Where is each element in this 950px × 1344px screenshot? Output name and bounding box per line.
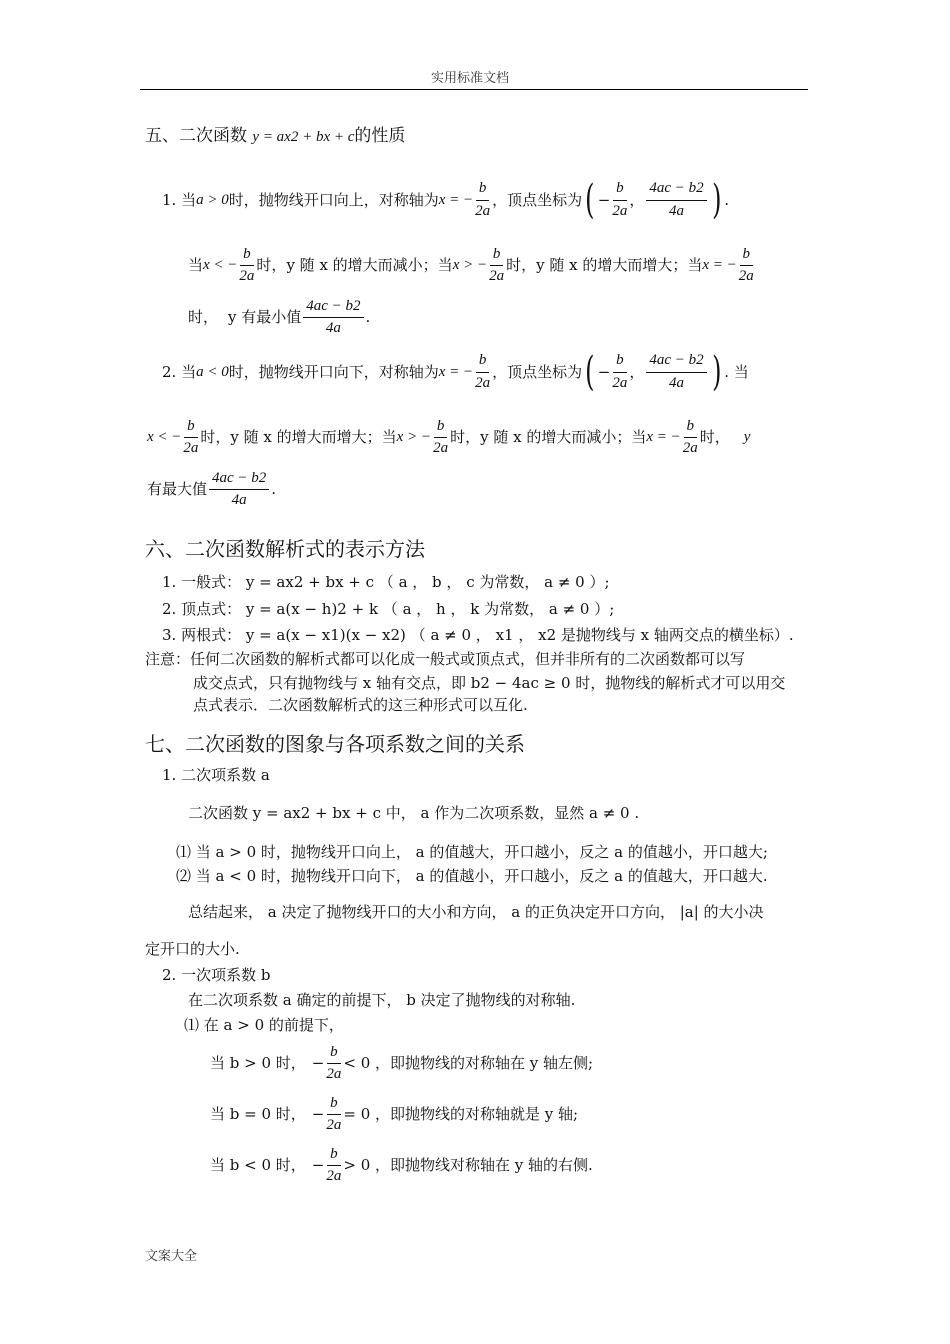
s7-p6: 在二次项系数 a 确定的前提下， b 决定了抛物线的对称轴. (188, 991, 576, 1009)
s7-p5: 定开口的大小. (145, 940, 240, 958)
s6-note-line3: 点式表示．二次函数解析式的这三种形式可以互化. (193, 696, 528, 714)
s6-item1: 1. 一般式： y = ax2 + bx + c （ a ， b ， c 为常数， a ≠ 0 ）; (162, 573, 610, 591)
s7-p2: ⑴ 当 a > 0 时，抛物线开口向上， a 的值越大，开口越小，反之 a 的值越小，开口越大; (176, 843, 768, 861)
s5-item1-line2: 当 x < − $\frac{b}{2a}$ 时， y 随 x 的增大而减小；当 x > − $\frac{b}{2a}$ 时， y 随 x 的增大而增大；当 x = − $\frac{b}{2a}$ (188, 246, 754, 285)
section-5-title: 五、二次函数 y = ax2 + bx + c的性质 (145, 126, 406, 146)
section-7-title: 七、二次函数的图象与各项系数之间的关系 (145, 732, 525, 756)
header-rule (140, 89, 808, 90)
s5-item1-line3: 时， y 有最小值 $\frac{4ac - b2}{4a}$ . (188, 298, 371, 337)
s7-p3: ⑵ 当 a < 0 时，抛物线开口向下， a 的值越小，开口越小，反之 a 的值越大，开口越大. (176, 867, 768, 885)
s7-p1: 二次函数 y = ax2 + bx + c 中， a 作为二次项系数，显然 a ≠ 0 . (188, 804, 640, 822)
s7-sub2: 2. 一次项系数 b (162, 966, 271, 984)
s5-item2-line1: 2. 当 a < 0 时，抛物线开口向下，对称轴为 x = − $\frac{b}{2a}$ ，顶点坐标为 ( − $\frac{b}{2a}$ ， $\frac{4ac - b2}{4a}$ ) . 当 (162, 349, 749, 395)
s7-sub1: 1. 二次项系数 a (162, 766, 270, 784)
s6-note-line1: 注意：任何二次函数的解析式都可以化成一般式或顶点式，但并非所有的二次函数都可以写 (145, 650, 746, 668)
fraction-b-over-2a: $\frac{b}{2a}$ (475, 180, 491, 219)
s7-case3: 当 b < 0 时， − $\frac{b}{2a}$ > 0 ，即抛物线对称轴在 y 轴的右侧. (210, 1146, 593, 1185)
s7-p7: ⑴ 在 a > 0 的前提下， (184, 1016, 344, 1034)
section-6-title: 六、二次函数解析式的表示方法 (145, 537, 425, 561)
s6-item2: 2. 顶点式： y = a(x − h)2 + k （ a ， h ， k 为常数， a ≠ 0 ）; (162, 600, 615, 618)
page-header: 实用标准文档 (431, 71, 510, 86)
page-footer: 文案大全 (145, 1249, 198, 1264)
s6-note-line2: 成交点式，只有抛物线与 x 轴有交点，即 b2 − 4ac ≥ 0 时，抛物线的解析式才可以用交 (193, 674, 786, 692)
s7-case2: 当 b = 0 时， − $\frac{b}{2a}$ = 0 ，即抛物线的对称轴就是 y 轴; (210, 1095, 579, 1134)
s7-p4: 总结起来， a 决定了抛物线开口的大小和方向， a 的正负决定开口方向， |a| 的大小决 (188, 903, 764, 921)
s5-item2-line2: x < − $\frac{b}{2a}$ 时， y 随 x 的增大而增大；当 x > − $\frac{b}{2a}$ 时， y 随 x 的增大而减小；当 x = − $\frac{b}{2a}$ 时， y (147, 418, 751, 457)
s5-item1-line1: 1. 当 a > 0 时，抛物线开口向上，对称轴为 x = − $\frac{b}{2a}$ ，顶点坐标为 ( − $\frac{b}{2a}$ ， $\frac{4ac - b2}{4a}$ ) . (162, 177, 730, 223)
s7-case1: 当 b > 0 时， − $\frac{b}{2a}$ < 0 ，即抛物线的对称轴在 y 轴左侧; (210, 1044, 594, 1083)
s6-item3: 3. 两根式： y = a(x − x1)(x − x2) （ a ≠ 0 ， x1 ， x2 是抛物线与 x 轴两交点的横坐标）. (162, 626, 794, 644)
s5-item2-line3: 有最大值 $\frac{4ac - b2}{4a}$ . (147, 470, 277, 509)
